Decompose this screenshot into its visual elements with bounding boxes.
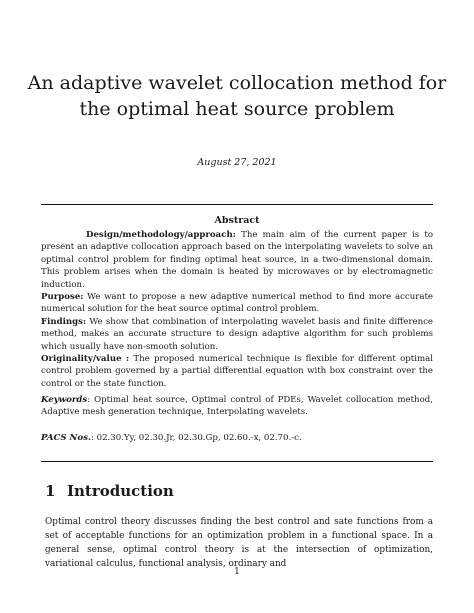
abstract-bottom-rule [41,461,433,462]
keywords-label: Keywords [41,395,88,405]
abstract-label-originality: Originality/value : [41,354,130,365]
abstract-label-findings: Findings: [41,316,87,327]
paper-date: August 27, 2021 [197,157,277,168]
pacs-line [41,432,433,444]
section-title: Introduction [67,482,174,500]
abstract-body [41,229,433,390]
abstract-text-findings: We show that combination of interpolating wavelet basis and finite difference method, makes an accurate structure to design adaptive algorithm for such problems which usually have non-smooth solution. [41,316,433,352]
abstract-text-originality: The proposed numerical technique is flexible for different optimal control problem governed by a partial differential equation with box constraint over the control or the state function. [41,354,433,389]
abstract-paragraph-findings [41,316,433,353]
pacs-label: PACS Nos. [41,433,91,443]
section-heading-introduction [45,482,174,500]
paper-title: An adaptive wavelet collocation method for the optimal heat source problem [27,72,447,120]
keywords-text: : Optimal heat source, Optimal control of PDEs, Wavelet collocation method, Adaptive mesh generation technique, Interpolating wavelets. [41,395,433,418]
pacs-text: : 02.30.Yy, 02.30.Jr, 02.30.Gp, 02.60.-x, 02.70.-c. [90,433,302,443]
abstract-label-design: Design/methodology/approach: [86,230,236,240]
abstract-paragraph-originality [41,353,433,390]
introduction-paragraph: Optimal control theory discusses finding the best control and sate functions from a set of acceptable functions for an optimization problem in a functional space. In a general sense, optimal control theory is at the intersection of optimization, variational calculus, functional analysis, ordinary and [45,517,433,569]
abstract-label-purpose: Purpose: [41,292,84,303]
page-number: 1 [234,567,240,577]
abstract-paragraph-purpose [41,291,433,316]
keywords-line [41,394,433,419]
abstract-paragraph-design [41,229,433,291]
abstract-top-rule [41,204,433,205]
section-number: 1 [45,482,56,500]
abstract-text-design: The main aim of the current paper is to present an adaptive collocation approach based on the interpolating wavelets to solve an optimal control problem for finding optimal heat source, in a two-dimensional domain. This problem arises when the domain is heated by microwaves or by electromagnetic induction. [41,230,433,290]
introduction-body [45,515,433,571]
abstract-heading: Abstract [214,215,260,226]
abstract-text-purpose: We want to propose a new adaptive numerical method to find more accurate numerical solution for the heat source optimal control problem. [41,292,433,315]
